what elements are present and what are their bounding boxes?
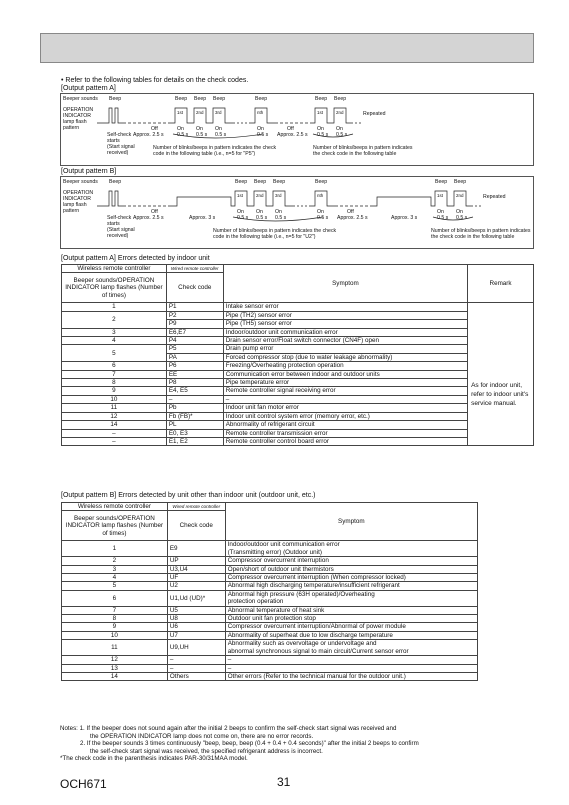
code-cell: P8 [166, 379, 223, 387]
symptom-line: Abnormal high pressure (63H operated)/Overheating [227, 590, 375, 598]
times-cell: 3 [62, 565, 168, 573]
beep-text: Beep [235, 179, 248, 185]
self-check-label: (Start signal [107, 227, 135, 233]
symptom-cell: Other errors (Refer to the technical manual for the outdoor unit.) [225, 672, 477, 680]
code-cell: E9 [167, 541, 225, 557]
symptom-cell: Abnormality of superheat due to low discharge temperature [225, 631, 477, 639]
symptom-cell [225, 640, 477, 656]
times-cell: 4 [62, 337, 167, 345]
times-cell: 1 [62, 541, 168, 557]
symptom-cell: – [223, 395, 467, 403]
times-cell: 10 [62, 395, 167, 403]
symptom-cell: Indoor/outdoor unit communication error [223, 328, 467, 336]
note-line: the OPERATION INDICATOR lamp does not come on, there are no error records. [90, 732, 314, 740]
pulse-label: 2nd [336, 110, 344, 115]
timing-label: On [456, 209, 463, 215]
duration-label: 0.5 s [456, 215, 468, 221]
times-cell: 8 [62, 379, 167, 387]
symptom-cell: Compressor overcurrent interruption/Abnormal of power module [225, 623, 477, 631]
code-cell: U8 [167, 615, 225, 623]
duration-label: 0.5 s [317, 132, 329, 138]
beep-text: Beep [194, 96, 207, 102]
symptom-cell: Remote controller transmission error [223, 429, 467, 437]
note-left: Number of blinks/beeps in pattern indicates the check [213, 228, 337, 234]
note-left: code in the following table (i.e., n=5 for "U2") [213, 234, 316, 240]
lamp-flash-label: lamp flash [63, 202, 87, 208]
code-cell: Fb (FB)* [166, 412, 223, 420]
beeper-sounds-label: Beeper sounds [63, 179, 98, 185]
pattern-b-diagram [60, 176, 534, 249]
symptom-cell: Communication error between indoor and outdoor units [223, 370, 467, 378]
note-line: Notes: 1. If the beeper does not sound again after the initial 2 beeps to confirm the self-check start signal was received and [60, 725, 397, 732]
approx-label: Approx. 3 s [391, 215, 418, 221]
times-cell: 11 [62, 404, 167, 412]
pattern-a-waveform [61, 94, 533, 165]
times-cell: 10 [62, 631, 168, 639]
table-b [61, 502, 478, 681]
timing-label: On [215, 126, 222, 132]
beep-text: Beep [454, 179, 467, 185]
beep-text: Beep [109, 96, 122, 102]
code-cell: PL [166, 421, 223, 429]
approx-label: Approx. 3 s [189, 215, 216, 221]
timing-label: On [237, 209, 244, 215]
pulse-label: 1st [237, 193, 244, 198]
symptom-cell: Drain pump error [223, 345, 467, 353]
timing-label: Off [347, 209, 354, 215]
intro-text: • Refer to the following tables for details on the check codes. [61, 77, 249, 84]
symptom-cell: Compressor overcurrent interruption (When compressor locked) [225, 574, 477, 582]
header-bar [40, 33, 534, 63]
symptom-cell: Abnormal temperature of heat sink [225, 606, 477, 614]
note-right: Number of blinks/beeps in pattern indicates [431, 228, 531, 234]
code-cell: EE [166, 370, 223, 378]
times-cell: 9 [62, 387, 167, 395]
pattern-label: pattern [63, 208, 80, 214]
symptom-line: Indoor/outdoor unit communication error [227, 541, 340, 549]
times-cell: 13 [62, 664, 168, 672]
times-cell: 12 [62, 412, 167, 420]
times-cell: 7 [62, 606, 168, 614]
notes [60, 725, 540, 763]
table-a-caption: [Output pattern A] Errors detected by indoor unit [61, 255, 210, 262]
code-cell: P2 [166, 311, 223, 319]
pulse-label: 1st [177, 110, 184, 115]
pulse-label: 2nd [196, 110, 204, 115]
times-cell: – [62, 437, 167, 445]
times-cell: 3 [62, 328, 167, 336]
times-cell: 2 [62, 311, 167, 328]
symptom-line: (Transmitting error) (Outdoor unit) [227, 548, 322, 556]
indicator-label: INDICATOR [63, 113, 92, 119]
symptom-cell [225, 541, 477, 557]
code-cell: – [167, 664, 225, 672]
code-cell: E6,E7 [166, 328, 223, 336]
lamp-flash-label: lamp flash [63, 119, 87, 125]
code-cell: U9,UH [167, 640, 225, 656]
pattern-b-label: [Output pattern B] [61, 168, 117, 175]
code-cell: P1 [166, 303, 223, 311]
timing-label: On [275, 209, 282, 215]
beep-text: Beep [213, 96, 226, 102]
timing-label: On [257, 126, 264, 132]
self-check-label: starts [107, 138, 120, 144]
repeated-label: Repeated [483, 194, 506, 200]
code-cell: U2 [167, 582, 225, 590]
times-cell: 8 [62, 615, 168, 623]
header-symptom: Symptom [225, 503, 477, 541]
times-cell: 4 [62, 574, 168, 582]
beep-text: Beep [254, 179, 267, 185]
self-check-label: received) [107, 150, 129, 156]
code-cell: U3,U4 [167, 565, 225, 573]
note-right: the check code in the following table [431, 234, 515, 240]
timing-label: On [317, 209, 324, 215]
note-right: Number of blinks/beeps in pattern indicates [313, 145, 413, 151]
code-cell: UF [167, 574, 225, 582]
duration-label: 0.5 s [256, 215, 268, 221]
symptom-cell: Pipe (TH5) sensor error [223, 320, 467, 328]
code-cell: UP [167, 557, 225, 565]
times-cell: 1 [62, 303, 167, 311]
code-cell: P4 [166, 337, 223, 345]
duration-label: 0.5 s [437, 215, 449, 221]
beep-text: Beep [435, 179, 448, 185]
symptom-cell: Drain sensor error/Float switch connector (CN4F) open [223, 337, 467, 345]
note-left: code in the following table (i.e., n=5 for "P5") [153, 151, 256, 157]
code-cell: – [166, 395, 223, 403]
header-wired: Wired remote controller [167, 503, 225, 511]
self-check-label: received) [107, 233, 129, 239]
repeated-label: Repeated [363, 111, 386, 117]
timing-label: On [256, 209, 263, 215]
symptom-cell: Intake sensor error [223, 303, 467, 311]
times-cell: 14 [62, 421, 167, 429]
code-cell: P6 [166, 362, 223, 370]
code-cell: Pb [166, 404, 223, 412]
beep-text: Beep [175, 96, 188, 102]
self-check-label: (Start signal [107, 144, 135, 150]
code-cell: P5 [166, 345, 223, 353]
approx-label: Approx. 2.5 s [337, 215, 368, 221]
operation-label: OPERATION [63, 190, 94, 196]
table-a [61, 264, 534, 446]
symptom-cell: Open/short of outdoor unit thermistors [225, 565, 477, 573]
symptom-line: protection operation [227, 598, 284, 606]
times-cell: 9 [62, 623, 168, 631]
pulse-label: 1st [437, 193, 444, 198]
code-cell: U7 [167, 631, 225, 639]
symptom-cell: Abnormality of refrigerant circuit [223, 421, 467, 429]
note-line: 2. If the beeper sounds 3 times continuously "beep, beep, beep (0.4 + 0.4 + 0.4 seconds)" after the initial 2 beeps to confirm [80, 740, 419, 748]
pattern-a-diagram [60, 93, 534, 166]
duration-label: 0.5 s [275, 215, 287, 221]
timing-label: On [336, 126, 343, 132]
timing-label: Off [151, 126, 158, 132]
indicator-label: INDICATOR [63, 196, 92, 202]
pulse-label: 3rd [215, 110, 222, 115]
symptom-cell: Forced compressor stop (due to water leakage abnormality) [223, 353, 467, 361]
symptom-cell: – [225, 656, 477, 664]
symptom-cell: Remote controller control board error [223, 437, 467, 445]
duration-label: 0.5 s [336, 132, 348, 138]
header-check-code: Check code [166, 273, 223, 303]
pulse-label: 1st [317, 110, 324, 115]
table-b-caption: [Output pattern B] Errors detected by unit other than indoor unit (outdoor unit, etc.) [61, 492, 316, 499]
header-wireless: Wireless remote controller [62, 503, 168, 511]
note-line: *The check code in the parenthesis indicates PAR-30/31MAA model. [60, 755, 248, 763]
beep-text: Beep [255, 96, 268, 102]
duration-label: 0.5 s [257, 132, 269, 138]
code-cell: U6 [167, 623, 225, 631]
times-cell: – [62, 429, 167, 437]
header-symptom: Symptom [223, 265, 467, 303]
beep-text: Beep [273, 179, 286, 185]
times-cell: 2 [62, 557, 168, 565]
symptom-line: abnormal synchronous signal to main circuit/Current sensor error [227, 647, 409, 655]
duration-label: 0.5 s [215, 132, 227, 138]
symptom-cell: Pipe (TH2) sensor error [223, 311, 467, 319]
times-cell: 12 [62, 656, 168, 664]
code-cell: U5 [167, 606, 225, 614]
self-check-label: Self-check [107, 132, 132, 138]
code-cell: E0, E3 [166, 429, 223, 437]
pattern-a-label: [Output pattern A] [61, 85, 116, 92]
symptom-cell: Pipe temperature error [223, 379, 467, 387]
pulse-label: 2nd [256, 193, 264, 198]
symptom-cell: – [225, 664, 477, 672]
beep-text: Beep [315, 96, 328, 102]
beep-text: Beep [334, 96, 347, 102]
code-cell: E4, E5 [166, 387, 223, 395]
symptom-cell: Abnormal high discharging temperature/insufficient refrigerant [225, 582, 477, 590]
symptom-cell: Compressor overcurrent interruption [225, 557, 477, 565]
operation-label: OPERATION [63, 107, 94, 113]
header-beeper: Beeper sounds/OPERATION INDICATOR lamp flashes (Number of times) [62, 273, 167, 303]
note-left: Number of blinks/beeps in pattern indicates the check [153, 145, 277, 151]
duration-label: 0.5 s [317, 215, 329, 221]
remark-text: As for indoor unit, refer to indoor unit's service manual. [471, 381, 529, 407]
pulse-label: nth [257, 110, 264, 115]
remark-cell [468, 303, 534, 446]
self-check-label: Self-check [107, 215, 132, 221]
note-line: the self-check start signal was received, the specified refrigerant address is incorrect. [90, 747, 323, 755]
approx-label: Approx. 2.5 s [133, 132, 164, 138]
approx-label: Approx. 2.5 s [133, 215, 164, 221]
model-number: OCH671 [60, 777, 107, 791]
symptom-cell [225, 590, 477, 606]
header-wireless: Wireless remote controller [62, 265, 167, 273]
code-cell: – [167, 656, 225, 664]
code-cell: E1, E2 [166, 437, 223, 445]
times-cell: 14 [62, 672, 168, 680]
symptom-cell: Indoor unit control system error (memory error, etc.) [223, 412, 467, 420]
times-cell: 5 [62, 582, 168, 590]
timing-label: On [437, 209, 444, 215]
timing-label: On [196, 126, 203, 132]
symptom-cell: Indoor unit fan motor error [223, 404, 467, 412]
code-cell: Others [167, 672, 225, 680]
timing-label: Off [151, 209, 158, 215]
times-cell: 11 [62, 640, 168, 656]
pulse-label: 3rd [275, 193, 282, 198]
header-wired: Wired remote controller [166, 265, 223, 273]
header-remark: Remark [468, 265, 534, 303]
pattern-label: pattern [63, 125, 80, 131]
header-check-code: Check code [167, 511, 225, 541]
page-number: 31 [277, 775, 291, 789]
self-check-label: starts [107, 221, 120, 227]
timing-label: Off [287, 126, 294, 132]
times-cell: 6 [62, 590, 168, 606]
approx-label: Approx. 2.5 s [277, 132, 308, 138]
duration-label: 0.5 s [237, 215, 249, 221]
pulse-label: nth [317, 193, 324, 198]
code-cell: PA [166, 353, 223, 361]
symptom-cell: Freezing/Overheating protection operation [223, 362, 467, 370]
timing-label: On [317, 126, 324, 132]
code-cell: P9 [166, 320, 223, 328]
code-cell: U1,Ud (UD)* [167, 590, 225, 606]
duration-label: 0.5 s [196, 132, 208, 138]
duration-label: 0.5 s [177, 132, 189, 138]
pulse-label: 2nd [456, 193, 464, 198]
header-beeper: Beeper sounds/OPERATION INDICATOR lamp flashes (Number of times) [62, 511, 168, 541]
times-cell: 7 [62, 370, 167, 378]
beep-text: Beep [109, 179, 122, 185]
times-cell: 6 [62, 362, 167, 370]
timing-label: On [177, 126, 184, 132]
times-cell: 5 [62, 345, 167, 362]
beep-text: Beep [315, 179, 328, 185]
symptom-cell: Outdoor unit fan protection stop [225, 615, 477, 623]
symptom-cell: Remote controller signal receiving error [223, 387, 467, 395]
note-right: the check code in the following table [313, 151, 397, 157]
beeper-sounds-label: Beeper sounds [63, 96, 98, 102]
symptom-line: Abnormality such as overvoltage or undervoltage and [227, 640, 377, 648]
